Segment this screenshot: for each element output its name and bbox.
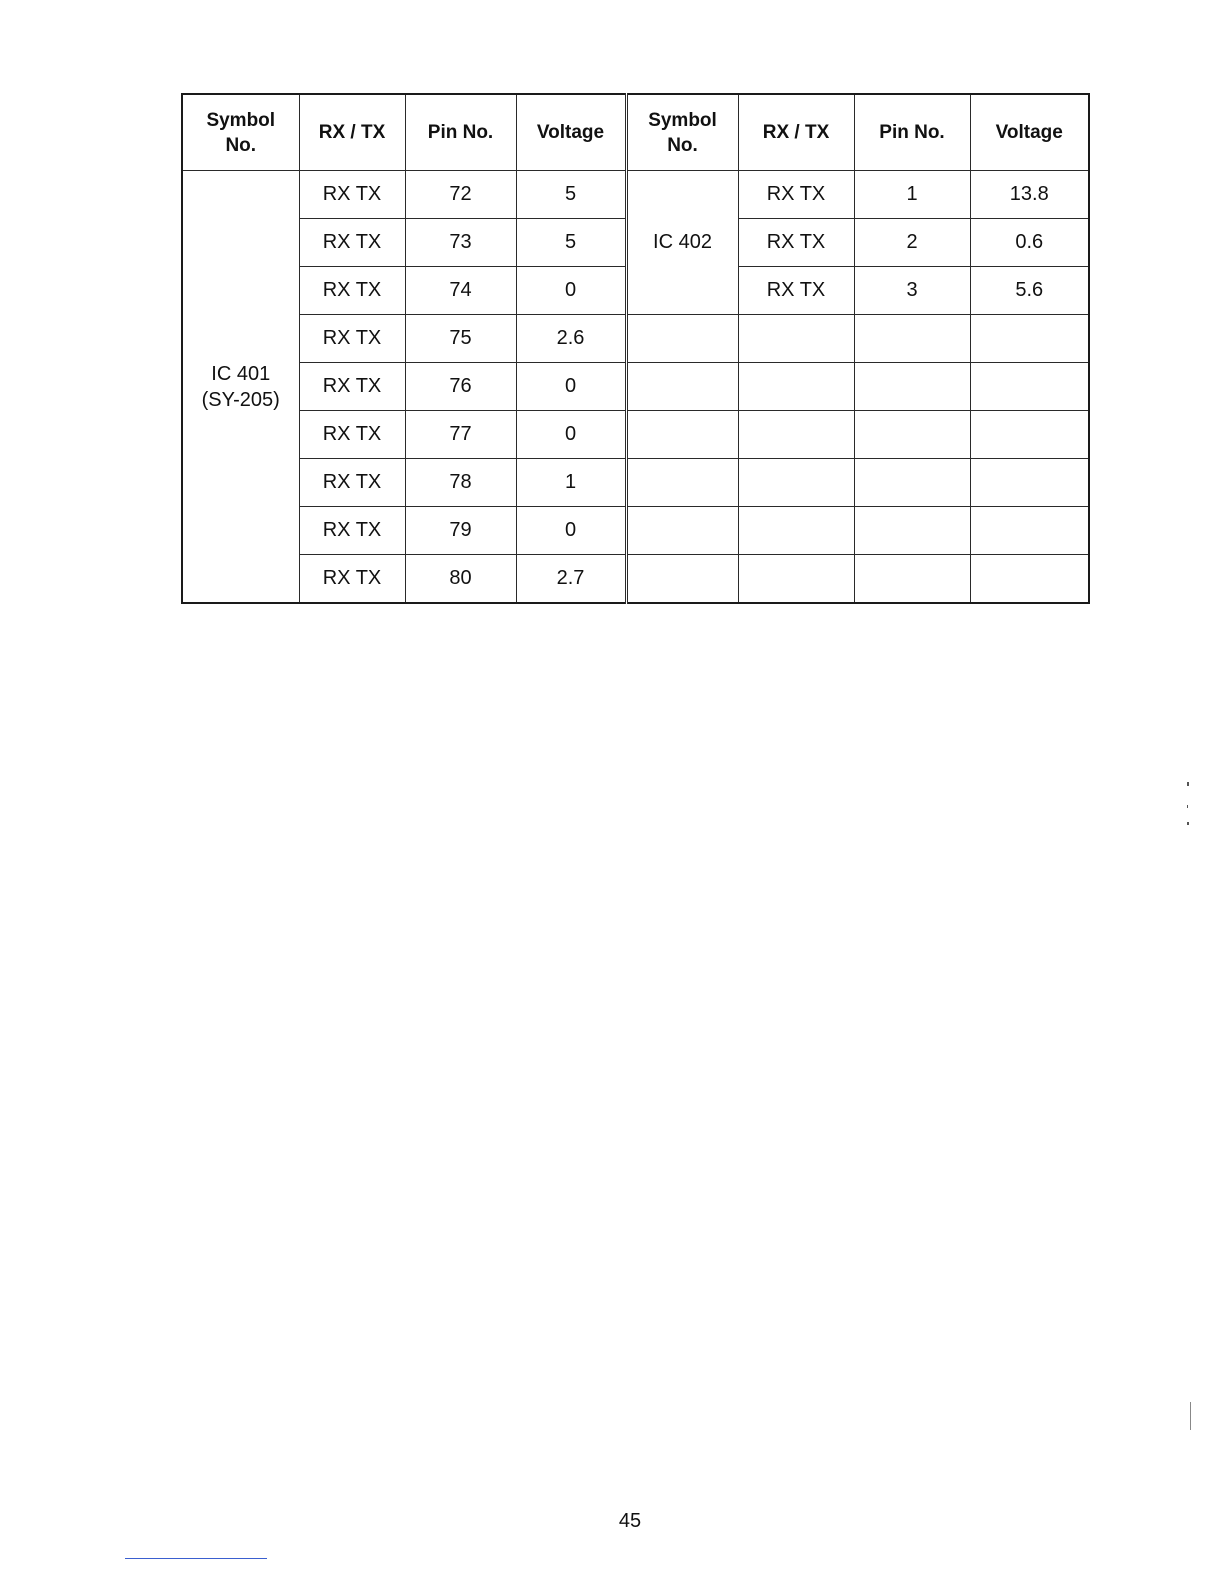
empty-cell [970, 507, 1089, 555]
pin-cell: 3 [854, 267, 970, 315]
empty-cell [738, 507, 854, 555]
empty-cell [738, 315, 854, 363]
table-row [182, 171, 1089, 219]
table-row [182, 315, 1089, 363]
voltage-table [181, 93, 1090, 604]
pin-cell: 73 [405, 219, 516, 267]
header-pin-no-right: Pin No. [854, 94, 970, 171]
pin-cell: 78 [405, 459, 516, 507]
header-symbol-no-left: Symbol No. [182, 94, 299, 171]
empty-cell [626, 411, 738, 459]
pin-cell: 74 [405, 267, 516, 315]
empty-cell [854, 507, 970, 555]
voltage-cell: 5 [516, 171, 626, 219]
empty-cell [738, 363, 854, 411]
empty-cell [970, 363, 1089, 411]
symbol-ic401-line1: IC 401 [211, 362, 271, 385]
footer-rule [125, 1558, 267, 1559]
rxtx-cell: RX TX [738, 171, 854, 219]
header-voltage-left: Voltage [516, 94, 626, 171]
table-row [182, 363, 1089, 411]
voltage-cell: 0.6 [970, 219, 1089, 267]
header-rx-tx-left: RX / TX [299, 94, 405, 171]
empty-cell [626, 315, 738, 363]
table-row [182, 507, 1089, 555]
empty-cell [854, 363, 970, 411]
empty-cell [738, 555, 854, 604]
empty-cell [854, 411, 970, 459]
voltage-cell: 5 [516, 219, 626, 267]
rxtx-cell: RX TX [738, 267, 854, 315]
page-number: 45 [618, 1510, 642, 1532]
pin-cell: 77 [405, 411, 516, 459]
rxtx-cell: RX TX [738, 219, 854, 267]
header-voltage-right: Voltage [970, 94, 1089, 171]
empty-cell [854, 555, 970, 604]
voltage-cell: 1 [516, 459, 626, 507]
scan-speck [1190, 1402, 1191, 1430]
pin-cell: 2 [854, 219, 970, 267]
voltage-cell: 0 [516, 267, 626, 315]
rxtx-cell: RX TX [299, 171, 405, 219]
table-row [182, 459, 1089, 507]
rxtx-cell: RX TX [299, 315, 405, 363]
empty-cell [626, 459, 738, 507]
scan-speck [1187, 782, 1189, 786]
rxtx-cell: RX TX [299, 363, 405, 411]
header-row [182, 94, 1089, 171]
pin-cell: 79 [405, 507, 516, 555]
empty-cell [854, 459, 970, 507]
table-row [182, 555, 1089, 604]
rxtx-cell: RX TX [299, 267, 405, 315]
pin-cell: 72 [405, 171, 516, 219]
header-rx-tx-right: RX / TX [738, 94, 854, 171]
empty-cell [738, 411, 854, 459]
pin-cell: 1 [854, 171, 970, 219]
header-pin-no-left: Pin No. [405, 94, 516, 171]
symbol-ic401-line2: (SY-205) [201, 388, 280, 411]
voltage-cell: 2.6 [516, 315, 626, 363]
empty-cell [970, 459, 1089, 507]
scan-speck [1187, 822, 1189, 825]
voltage-cell: 0 [516, 507, 626, 555]
pin-cell: 76 [405, 363, 516, 411]
table-row [182, 411, 1089, 459]
empty-cell [970, 555, 1089, 604]
empty-cell [854, 315, 970, 363]
voltage-cell: 5.6 [970, 267, 1089, 315]
rxtx-cell: RX TX [299, 555, 405, 604]
empty-cell [970, 411, 1089, 459]
voltage-cell: 0 [516, 363, 626, 411]
voltage-cell: 2.7 [516, 555, 626, 604]
empty-cell [738, 459, 854, 507]
empty-cell [970, 315, 1089, 363]
symbol-ic402: IC 402 [626, 171, 738, 315]
symbol-ic401 [182, 171, 299, 604]
rxtx-cell: RX TX [299, 507, 405, 555]
header-symbol-no-right: Symbol No. [626, 94, 738, 171]
voltage-cell: 13.8 [970, 171, 1089, 219]
scan-speck [1187, 805, 1188, 808]
empty-cell [626, 363, 738, 411]
rxtx-cell: RX TX [299, 459, 405, 507]
pin-cell: 75 [405, 315, 516, 363]
empty-cell [626, 507, 738, 555]
rxtx-cell: RX TX [299, 219, 405, 267]
rxtx-cell: RX TX [299, 411, 405, 459]
pin-cell: 80 [405, 555, 516, 604]
voltage-cell: 0 [516, 411, 626, 459]
empty-cell [626, 555, 738, 604]
